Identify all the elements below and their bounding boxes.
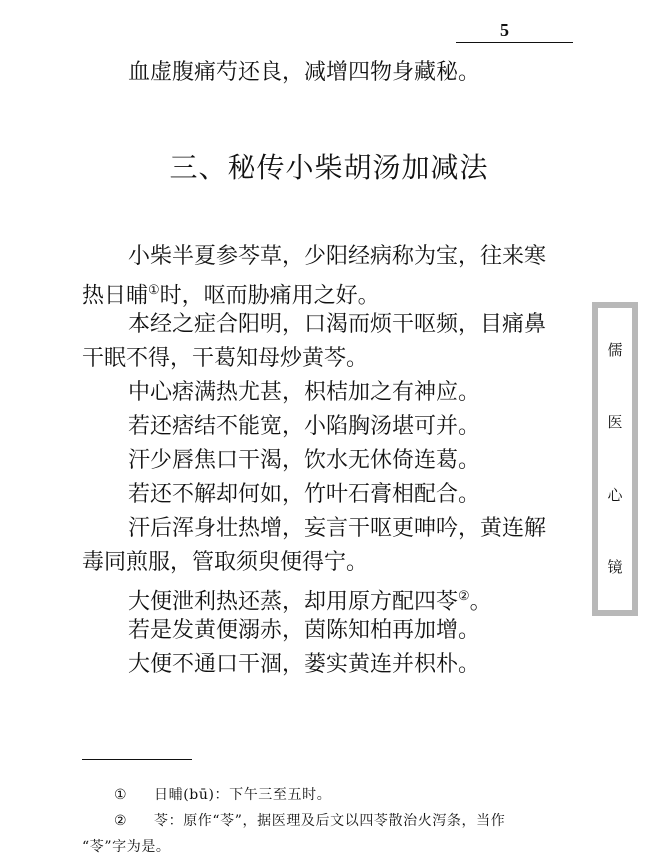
- verse-line: 本经之症合阳明，口渴而烦干呕频，目痛鼻: [128, 312, 547, 337]
- section-title: 三、秘传小柴胡汤加减法: [169, 151, 489, 184]
- verse-line: 若还痞结不能宽，小陷胸汤堪可并。: [128, 414, 481, 439]
- verse-fragment: 热日晡: [82, 283, 149, 309]
- verse-line: 若还不解却何如，竹叶石膏相配合。: [128, 482, 481, 507]
- side-tab-char: 心: [607, 485, 623, 504]
- verse-top: [82, 56, 576, 90]
- verse-line: 若是发黄便溺赤，茵陈知柏再加增。: [128, 618, 481, 643]
- footnote-number: ②: [114, 813, 128, 829]
- side-tab-char: 儒: [607, 340, 623, 359]
- footnote-rule: [82, 759, 192, 760]
- verse-line: 干眠不得，干葛知母炒黄芩。: [82, 346, 369, 371]
- footnote-text: 苓：原作“苓”，据医理及后文以四苓散治火泻条，当作: [154, 813, 506, 829]
- verse-fragment: 。: [469, 589, 492, 615]
- verse-line: 毒同煎服，管取须臾便得宁。: [82, 550, 369, 575]
- verse-line: 汗后浑身壮热增，妄言干呕更呻吟，黄连解: [128, 516, 547, 541]
- footnote-2-cont: “苓”字为是。: [82, 839, 171, 855]
- verse-line: 大便不通口干涸，蒌实黄连并枳朴。: [128, 652, 481, 677]
- footnote-text: 日晡(bū)：下午三至五时。: [154, 787, 332, 803]
- footnote-ref-1: ①: [148, 283, 160, 298]
- verse-line: [82, 274, 576, 308]
- header-rule: [456, 42, 573, 43]
- footnote-number: ①: [114, 787, 128, 803]
- verse-line: 汗少唇焦口干渴，饮水无休倚连葛。: [128, 448, 481, 473]
- verse-line: 血虚腹痛芍还良，减增四物身藏秘。: [128, 60, 481, 85]
- page-number: 5: [500, 20, 509, 40]
- side-tab-char: 医: [607, 413, 623, 432]
- side-tab: [592, 302, 638, 616]
- verse-line: [82, 580, 576, 614]
- side-tab-char: 镜: [607, 558, 623, 577]
- verse-line: 中心痞满热尤甚，枳桔加之有神应。: [128, 380, 481, 405]
- verse-body: [82, 240, 576, 682]
- verse-line: 小柴半夏参芩草，少阳经病称为宝，往来寒: [128, 244, 547, 269]
- footnote-1: [82, 782, 582, 808]
- footnote-2: [82, 808, 582, 834]
- verse-fragment: 大便泄利热还蒸，却用原方配四苓: [128, 589, 459, 615]
- footnotes: [82, 782, 582, 860]
- side-tab-inner: [598, 308, 632, 610]
- footnote-ref-2: ②: [458, 589, 470, 604]
- verse-fragment: 时，呕而胁痛用之好。: [159, 283, 380, 309]
